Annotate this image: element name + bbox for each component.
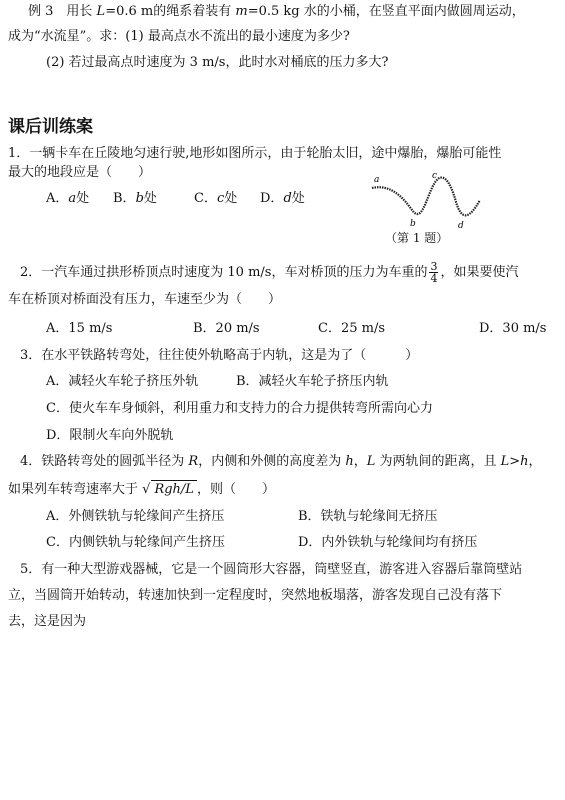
example3-mid2: =0.5 kg 水的小桶，在竖直平面内做圆周运动， [247, 4, 525, 19]
q3-line1: 3．在水平铁路转弯处，往往使外轨略高于内轨，这是为了（ ） [20, 348, 419, 363]
q4-option-c: C．内侧铁轨与轮缘间产生挤压 [46, 535, 225, 550]
sqrt-symbol: √ [142, 482, 151, 497]
q4-option-a: A．外侧铁轨与轮缘间产生挤压 [46, 509, 225, 524]
q5-line2: 立，当圆筒开始转动，转速加快到一定程度时，突然地板塌落，游客发现自己没有落下 [8, 588, 503, 603]
q4-line1: 4．铁路转弯处的圆弧半径为 R，内侧和外侧的高度差为 h，L 为两轨间的距离，且 L>h， [20, 454, 542, 469]
q3-option-c: C．使火车车身倾斜，利用重力和支持力的合力提供转弯所需向心力 [46, 401, 433, 416]
q2-option-c: C．25 m/s [318, 321, 385, 336]
example3-line1 [28, 3, 525, 21]
q1-line1: 1．一辆卡车在丘陵地匀速行驶,地形如图所示，由于轮胎太旧，途中爆胎，爆胎可能性 [8, 146, 502, 161]
q1-option-a: A．a处 [46, 191, 90, 206]
q1-option-b: B．b处 [113, 191, 157, 206]
q2-option-b: B．20 m/s [193, 321, 260, 336]
q2-line2: 车在桥顶对桥面没有压力，车速至少为（ ） [8, 292, 282, 307]
q4-option-b: B．铁轨与轮缘间无挤压 [298, 509, 438, 524]
section-title: 课后训练案 [8, 117, 93, 137]
q2-option-d: D．30 m/s [479, 321, 547, 336]
example3-line3: (2) 若过最高点时速度为 3 m/s，此时水对桶底的压力多大? [46, 55, 389, 70]
q3-option-a: A．减轻火车轮子挤压外轨 [46, 374, 199, 389]
q3-option-d: D．限制火车向外脱轨 [46, 428, 174, 443]
label-a: a [374, 175, 380, 185]
sqrt-expression: Rgh/L [151, 480, 197, 499]
q5-line1: 5．有一种大型游戏器械，它是一个圆筒形大容器，筒壁竖直，游客进入容器后靠筒壁站 [20, 562, 523, 577]
q4-line2: 如果列车转弯速率大于 √ Rgh/L ，则（ ） [8, 482, 275, 497]
figure-caption: （第 1 题） [385, 231, 449, 245]
q3-option-b: B．减轻火车轮子挤压内轨 [236, 374, 389, 389]
example3-prefix: 例 3 用长 [28, 4, 97, 19]
terrain-curve [372, 178, 480, 216]
label-b: b [410, 219, 416, 229]
var-L: L [96, 4, 106, 19]
q2-line1: 2．一汽车通过拱形桥顶点时速度为 10 m/s，车对桥顶的压力为车重的 $\frac{3}{4}$ ，如果要使汽 [20, 260, 519, 285]
q4-option-d: D．内外铁轨与轮缘间均有挤压 [298, 535, 478, 550]
label-d: d [458, 221, 464, 230]
var-m: m [235, 4, 248, 19]
example3-mid1: =0.6 m的绳系着装有 [105, 4, 236, 19]
fraction-three-quarters: $\frac{3}{4}$ [430, 260, 438, 285]
hill-terrain-figure [370, 168, 485, 230]
q1-line2: 最大的地段应是（ ） [8, 165, 152, 180]
q2-option-a: A．15 m/s [46, 321, 113, 336]
q1-option-d: D．d处 [260, 191, 305, 206]
q5-line3: 去，这是因为 [8, 614, 87, 629]
q1-option-c: C．c处 [194, 191, 238, 206]
label-c: c [432, 171, 438, 181]
example3-line2: 成为“水流星”。求：(1) 最高点水不流出的最小速度为多少? [8, 29, 350, 44]
